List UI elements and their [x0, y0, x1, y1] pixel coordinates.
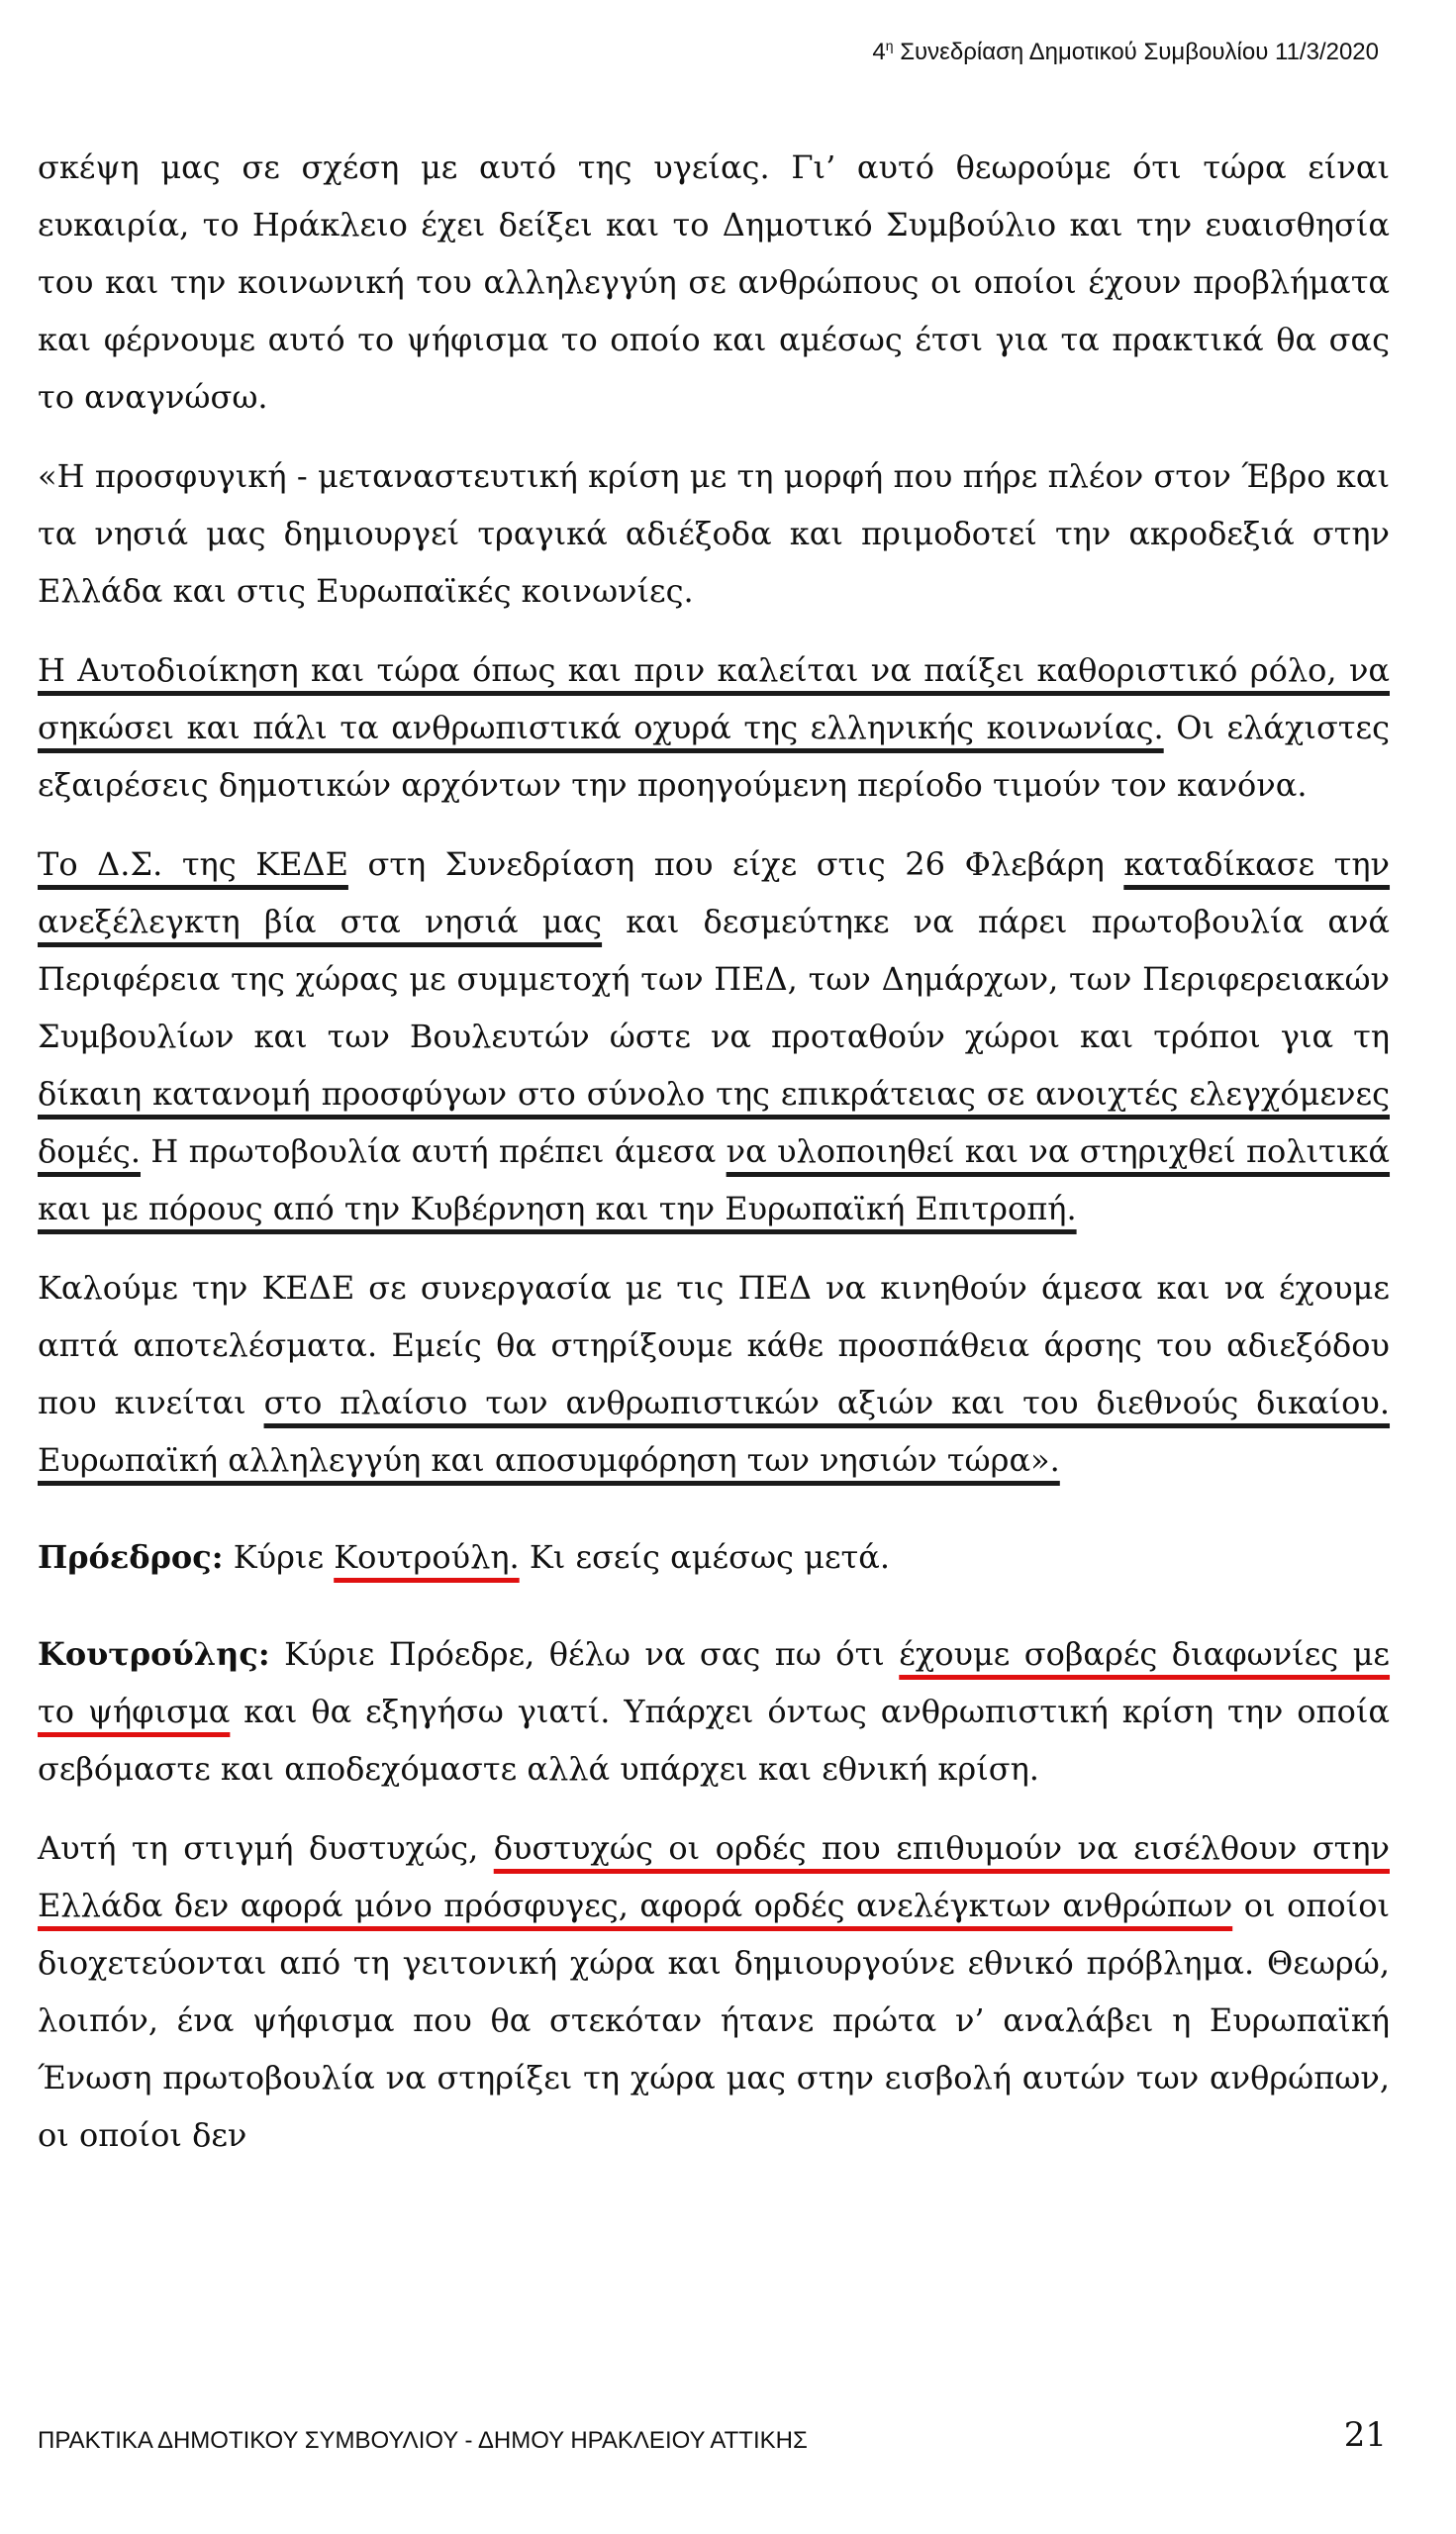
paragraph: [38, 641, 1390, 814]
paragraph-text: Η πρωτοβουλία αυτή πρέπει άμεσα: [141, 1132, 727, 1170]
header-superscript: η: [885, 38, 894, 53]
paragraph-text: σκέψη μας σε σχέση με αυτό της υγείας. Γι’ αυτό θεωρούμε ότι τώρα είναι ευκαιρία, το Ηράκλειο έχει δείξει και το Δημοτικό Συμβούλιο και την ευαισθησία του και την κοινωνική του αλληλεγγύη σε ανθρώπους οι οποίοι έχουν προβλήματα και φέρνουμε αυτό το ψήφισμα το οποίο και αμέσως έτσι για τα πρακτικά θα σας το αναγνώσω.: [38, 148, 1390, 416]
paragraph-text: οι οποίοι διοχετεύονται από τη γειτονική χώρα και δημιουργούνε εθνικό πρόβλημα. Θεωρώ, λοιπόν, ένα ψήφισμα που θα στεκόταν ήτανε πρώτα ν’ αναλάβει η Ευρωπαϊκή Ένωση πρωτοβουλία να στηρίξει τη χώρα μας στην εισβολή αυτών των ανθρώπων, οι οποίοι δεν: [38, 1887, 1390, 2154]
paragraph-text: «Η προσφυγική - μεταναστευτική κρίση με τη μορφή που πήρε πλέον στον Έβρο και τα νησιά μας δημιουργεί τραγικά αδιέξοδα και πριμοδοτεί την ακροδεξιά στην Ελλάδα και στις Ευρωπαϊκές κοινωνίες.: [38, 457, 1390, 610]
paragraph-text: Οι ελάχιστες εξαιρέσεις δημοτικών αρχόντων την προηγούμενη περίοδο τιμούν τον κανόνα.: [38, 709, 1391, 804]
underlined-text: Το Δ.Σ. της ΚΕΔΕ: [38, 845, 348, 883]
paragraph: [38, 1625, 1390, 1798]
footer-title: ΠΡΑΚΤΙΚΑ ΔΗΜΟΤΙΚΟΥ ΣΥΜΒΟΥΛΙΟΥ - ΔΗΜΟΥ ΗΡΑΚΛΕΙΟΥ ΑΤΤΙΚΗΣ: [38, 2427, 808, 2454]
header-title: Συνεδρίαση Δημοτικού Συμβουλίου 11/3/2020: [893, 39, 1379, 65]
header-session-number: 4: [872, 39, 886, 65]
paragraph-text: στη Συνεδρίαση που είχε στις 26 Φλεβάρη: [347, 845, 1124, 883]
page-number: 21: [1343, 2415, 1387, 2455]
red-underlined-text: έχουμε σοβαρές διαφωνίες με το ψήφισμα: [38, 1635, 1391, 1730]
paragraph: [38, 1528, 1390, 1586]
page-header: [872, 38, 1379, 66]
red-underlined-text: δυστυχώς οι ορδές που επιθυμούν να εισέλθουν στην Ελλάδα δεν αφορά μόνο πρόσφυγες, αφορά ορδές ανελέγκτων ανθρώπων: [38, 1829, 1390, 1924]
underlined-text: καταδίκασε την ανεξέλεγκτη βία στα νησιά μας: [38, 845, 1391, 940]
paragraph-text: και θα εξηγήσω γιατί. Υπάρχει όντως ανθρωπιστική κρίση την οποία σεβόμαστε και αποδεχόμαστε αλλά υπάρχει και εθνική κρίση.: [38, 1693, 1391, 1788]
paragraph-text: και δεσμεύτηκε να πάρει πρωτοβουλία ανά Περιφέρεια της χώρας με συμμετοχή των ΠΕΔ, των Δημάρχων, των Περιφερειακών Συμβουλίων και των Βουλευτών ώστε να προταθούν χώροι και τρόποι για τη: [38, 903, 1391, 1055]
paragraph: [38, 139, 1390, 426]
document-body: [38, 139, 1390, 2186]
underlined-text: Η Αυτοδιοίκηση και τώρα όπως και πριν καλείται να παίξει καθοριστικό ρόλο, να σηκώσει και πάλι τα ανθρωπιστικά οχυρά της ελληνικής κοινωνίας.: [38, 651, 1390, 746]
paragraph: [38, 835, 1390, 1237]
paragraph-text: Κύριε Πρόεδρε, θέλω να σας πω ότι: [269, 1635, 900, 1673]
speaker-label: Πρόεδρος:: [38, 1538, 224, 1576]
underlined-text: στο πλαίσιο των ανθρωπιστικών αξιών και του διεθνούς δικαίου. Ευρωπαϊκή αλληλεγγύη και αποσυμφόρηση των νησιών τώρα».: [38, 1384, 1391, 1479]
speaker-label: Κουτρούλης:: [38, 1635, 270, 1673]
underlined-text: να υλοποιηθεί και να στηριχθεί πολιτικά και με πόρους από την Κυβέρνηση και την Ευρωπαϊκή Επιτροπή.: [38, 1132, 1391, 1227]
paragraph-text: Αυτή τη στιγμή δυστυχώς,: [38, 1829, 494, 1867]
paragraph: [38, 447, 1390, 620]
paragraph-text: Καλούμε την ΚΕΔΕ σε συνεργασία με τις ΠΕΔ να κινηθούν άμεσα και να έχουμε απτά αποτελέσματα. Εμείς θα στηρίξουμε κάθε προσπάθεια άρσης του αδιεξόδου που κινείται: [38, 1269, 1390, 1421]
paragraph: [38, 1259, 1390, 1489]
paragraph-text: Κύριε: [223, 1538, 335, 1576]
paragraph: [38, 1819, 1390, 2164]
underlined-text: δίκαιη κατανομή προσφύγων στο σύνολο της επικράτειας σε ανοιχτές ελεγχόμενες δομές.: [38, 1075, 1390, 1170]
paragraph-text: Κι εσείς αμέσως μετά.: [519, 1538, 890, 1576]
red-underlined-text: Κουτρούλη.: [334, 1538, 520, 1576]
